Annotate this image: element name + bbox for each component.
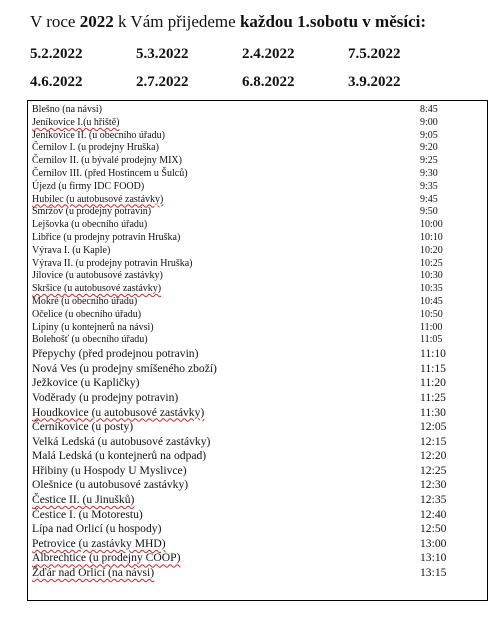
date: 6.8.2022 bbox=[242, 74, 295, 90]
stop-row bbox=[32, 449, 484, 464]
stop-name: Jeníkovice II. (u obecního úřadu) bbox=[32, 129, 166, 141]
stop-name: Smržov (u prodejny potravin) bbox=[32, 206, 152, 218]
stop-time: 9:45 bbox=[420, 193, 438, 205]
stop-time: 10:00 bbox=[420, 219, 443, 231]
stop-time: 10:35 bbox=[420, 283, 443, 295]
stop-name: Lípa nad Orlicí (u hospody) bbox=[32, 522, 162, 536]
stop-name: Výrava I. (u Kaple) bbox=[32, 244, 111, 256]
stop-row bbox=[32, 232, 484, 245]
stop-name: Čestice I. (u Motorestu) bbox=[32, 507, 143, 521]
stop-time: 11:00 bbox=[420, 321, 443, 333]
stop-time: 10:50 bbox=[420, 308, 443, 320]
stop-name: Hřibiny (u Hospody U Myslivce) bbox=[32, 463, 187, 477]
stop-name: Žďár nad Orlicí (na návsi) bbox=[32, 566, 155, 580]
stop-time: 12:50 bbox=[420, 522, 447, 536]
stop-name: Černilov I. (u prodejny Hruška) bbox=[32, 142, 159, 154]
stop-time: 11:25 bbox=[420, 390, 446, 404]
stop-time: 9:35 bbox=[420, 180, 438, 192]
heading-middle: k Vám přijedeme bbox=[113, 12, 240, 31]
stop-row bbox=[32, 347, 484, 362]
date: 5.3.2022 bbox=[136, 46, 189, 62]
stops-table bbox=[27, 100, 488, 601]
stop-row bbox=[32, 142, 484, 155]
stop-name: Lipiny (u kontejnerů na návsi) bbox=[32, 321, 154, 333]
stop-row bbox=[32, 508, 484, 523]
stop-time: 11:10 bbox=[420, 347, 446, 361]
stop-time: 11:15 bbox=[420, 361, 446, 375]
stop-name: Skršice (u autobusové zastávky) bbox=[32, 283, 162, 295]
stop-time: 11:20 bbox=[420, 376, 446, 390]
stop-row bbox=[32, 322, 484, 335]
stop-time: 9:25 bbox=[420, 155, 438, 167]
stop-name: Hubilec (u autobusové zastávky) bbox=[32, 193, 164, 205]
stop-row bbox=[32, 420, 484, 435]
date: 2.7.2022 bbox=[136, 74, 189, 90]
stop-time: 10:45 bbox=[420, 295, 443, 307]
schedule-heading bbox=[30, 12, 426, 32]
stop-name: Malá Ledská (u kontejnerů na odpad) bbox=[32, 449, 207, 463]
date: 2.4.2022 bbox=[242, 46, 295, 62]
stop-time: 9:50 bbox=[420, 206, 438, 218]
stop-row bbox=[32, 566, 484, 581]
date: 7.5.2022 bbox=[348, 46, 401, 62]
stop-time: 11:30 bbox=[420, 405, 446, 419]
stop-name: Bolehošť (u obecního úřadu) bbox=[32, 334, 148, 346]
stop-row bbox=[32, 245, 484, 258]
stop-name: Černilov II. (u bývalé prodejny MIX) bbox=[32, 155, 182, 167]
stop-row bbox=[32, 551, 484, 566]
stop-name: Petrovice (u zastávky MHD) bbox=[32, 536, 166, 550]
stop-name: Velká Ledská (u autobusové zastávky) bbox=[32, 434, 211, 448]
stop-name: Černíkovice (u posty) bbox=[32, 420, 134, 434]
stop-row bbox=[32, 334, 484, 347]
stop-row bbox=[32, 283, 484, 296]
stop-row bbox=[32, 537, 484, 552]
stop-row bbox=[32, 464, 484, 479]
stop-row bbox=[32, 522, 484, 537]
stop-row bbox=[32, 309, 484, 322]
stop-row bbox=[32, 391, 484, 406]
date: 4.6.2022 bbox=[30, 74, 83, 90]
stop-time: 13:15 bbox=[420, 566, 447, 580]
stop-name: Mokré (u obecního úřadu) bbox=[32, 295, 138, 307]
stop-name: Voděrady (u prodejny potravin) bbox=[32, 390, 179, 404]
heading-year: 2022 bbox=[79, 12, 114, 31]
stop-row bbox=[32, 435, 484, 450]
stop-time: 13:00 bbox=[420, 536, 447, 550]
stop-name: Olešnice (u autobusové zastávky) bbox=[32, 478, 189, 492]
stop-name: Jílovice (u autobusové zastávky) bbox=[32, 270, 163, 282]
stop-time: 12:35 bbox=[420, 493, 447, 507]
stop-name: Nová Ves (u prodejny smíšeného zboží) bbox=[32, 361, 217, 375]
stop-row bbox=[32, 130, 484, 143]
stop-row bbox=[32, 194, 484, 207]
stop-row bbox=[32, 493, 484, 508]
stop-name: Očelice (u obecního úřadu) bbox=[32, 308, 142, 320]
stop-time: 10:10 bbox=[420, 231, 443, 243]
heading-prefix: V roce bbox=[30, 12, 80, 31]
heading-emphasis: každou 1.sobotu v měsíci: bbox=[239, 12, 427, 31]
stop-time: 9:20 bbox=[420, 142, 438, 154]
stop-name: Ježkovice (u Kapličky) bbox=[32, 376, 140, 390]
stop-name: Přepychy (před prodejnou potravin) bbox=[32, 347, 199, 361]
stop-name: Výrava II. (u prodejny potravin Hruška) bbox=[32, 257, 193, 269]
stop-name: Albrechtice (u prodejny COOP) bbox=[32, 551, 181, 565]
stop-name: Jeníkovice I.(u hřiště) bbox=[32, 116, 120, 128]
stops-list bbox=[32, 104, 484, 581]
stop-row bbox=[32, 155, 484, 168]
stop-row bbox=[32, 258, 484, 271]
stop-row bbox=[32, 104, 484, 117]
stop-time: 13:10 bbox=[420, 551, 447, 565]
stop-time: 10:25 bbox=[420, 257, 443, 269]
stop-time: 9:00 bbox=[420, 116, 438, 128]
stop-time: 12:20 bbox=[420, 449, 447, 463]
date: 5.2.2022 bbox=[30, 46, 83, 62]
stop-time: 12:40 bbox=[420, 507, 447, 521]
stop-row bbox=[32, 478, 484, 493]
stop-name: Blešno (na návsi) bbox=[32, 104, 102, 115]
stop-row bbox=[32, 296, 484, 309]
stop-row bbox=[32, 270, 484, 283]
stop-row bbox=[32, 362, 484, 377]
stop-time: 12:05 bbox=[420, 420, 447, 434]
stop-time: 9:05 bbox=[420, 129, 438, 141]
stop-time: 10:20 bbox=[420, 244, 443, 256]
stop-row bbox=[32, 168, 484, 181]
stop-row bbox=[32, 206, 484, 219]
stop-time: 12:15 bbox=[420, 434, 447, 448]
stop-name: Újezd (u firmy IDC FOOD) bbox=[32, 180, 145, 192]
date: 3.9.2022 bbox=[348, 74, 401, 90]
stop-row bbox=[32, 406, 484, 421]
stop-name: Lejšovka (u obecního úřadu) bbox=[32, 219, 148, 231]
stop-row bbox=[32, 376, 484, 391]
stop-name: Černilov III. (před Hostincem u Šulců) bbox=[32, 167, 188, 179]
stop-row bbox=[32, 181, 484, 194]
stop-time: 11:05 bbox=[420, 334, 443, 346]
stop-time: 10:30 bbox=[420, 270, 443, 282]
stop-row bbox=[32, 219, 484, 232]
stop-time: 12:30 bbox=[420, 478, 447, 492]
stop-time: 12:25 bbox=[420, 463, 447, 477]
stop-name: Libřice (u prodejny potravin Hruška) bbox=[32, 231, 181, 243]
stop-name: Houdkovice (u autobusové zastávky) bbox=[32, 405, 205, 419]
stop-row bbox=[32, 117, 484, 130]
stop-time: 8:45 bbox=[420, 104, 438, 115]
stop-time: 9:30 bbox=[420, 167, 438, 179]
stop-name: Čestice II. (u Jinušků) bbox=[32, 493, 135, 507]
